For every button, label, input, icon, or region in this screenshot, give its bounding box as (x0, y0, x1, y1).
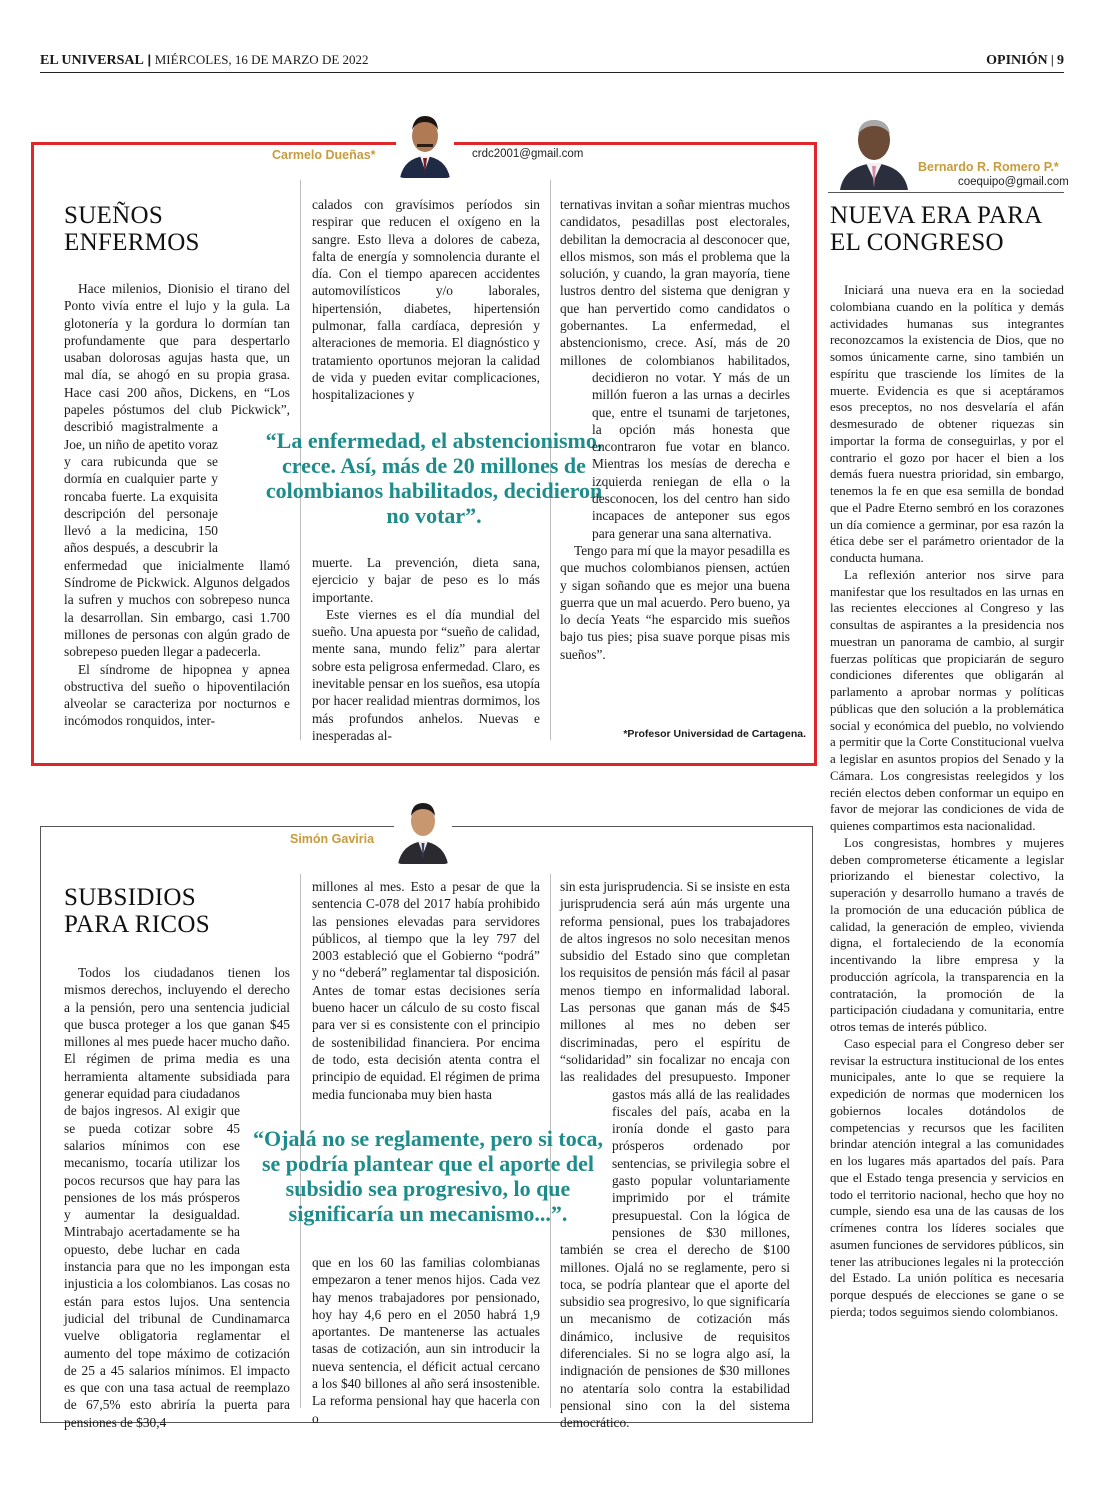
paragraph: millones al mes. Esto a pesar de que la sentencia C-078 del 2017 había prohibido las pensiones elevadas para servidores públicos, al tiempo que la ley 797 del 2003 estableció que el Gobierno “podrá” y no “deberá” reglamentar tal disposición. Antes de tomar estas decisiones sería bueno hacer un cálculo de su costo fiscal para ver si es consistente con el principio de sostenibilidad financiera. Por encima de todo, esta decisión atenta contra el principio de equidad. El régimen de prima media funcionaba muy bien hasta (312, 879, 540, 1102)
quote-wrap (560, 1088, 612, 1238)
author-photo-image (834, 108, 914, 190)
author-byline: Bernardo R. Romero P.* (918, 160, 1059, 174)
title-line: ENFERMOS (64, 229, 200, 256)
article-column (312, 878, 540, 1108)
header-separator: | (147, 52, 155, 67)
header-separator-right: | (1050, 52, 1057, 67)
page-number: 9 (1057, 53, 1064, 68)
paragraph: Iniciará una nueva era en la sociedad colombiana cuando en la política y demás actividades humanas sus integrantes reconozcamos la existencia de Dios, que no somos únicamente carne, sino también un espíritu que trasciende los límites de la muerte. Evidencia es que si aceptáramos esos preceptos, no nos desvelaría el afán desmesurado de obtener riquezas sin importar la forma de conseguirlas, y por el contrario el gozo por hacer el bien a los demás fuera nuestra prioridad, sin embargo, tenemos la fe en que esa semilla de bondad que el Padre Eterno sembró en los corazones un día comience a germinar, por esa razón la ética debe ser el parámetro orientador de la conducta humana. (830, 283, 1064, 565)
paragraph: Los congresistas, hombres y mujeres deben comprometerse éticamente a legislar priorizando el bienestar colectivo, la superación y desarrollo humano a través de la promoción de una educación pública de calidad, la generación de empleo, vivienda digna, el fortaleciendo de la economía incentivando la libre empresa y la producción agrícola, la transparencia en la contratación, la promoción de la participación ciudadana y comunitaria, entre otros temas de interés público. (830, 835, 1064, 1034)
paragraph: ternativas invitan a soñar mientras muchos candidatos, pesadillas post electorales, debilitan la democracia al desconocer que, ellos mismos, son más el problema que la solución, y cuando, la gran mayoría, tiene lustros dentro del sistema que denigran y que han pervertido como candidatos o gobernantes. La enfermedad, el abstencionismo, crece. Así, más de 20 millones de colombianos habilitados, decidieron no votar. Y más de un millón fueron a las urnas a decirles que, entre el tsunami de tarjetones, la opción más honesta que encontraron fue votar en blanco. Mientras los mesías de derecha e izquierda reniegan de ella o la desconocen, los del centro han sido incapaces de anteponer sus egos para generar una sana alternativa. (560, 197, 790, 541)
author-photo (394, 794, 452, 864)
paragraph: Hace milenios, Dionisio el tirano del Ponto vivía entre el lujo y la gula. La glotonería y la gordura lo dormían tan profundamente que para despertarlo usaban dolorosas agujas hasta que, un mal día, se ahogó en su propia grasa. Hace casi 200 años, Dickens, en “Los papeles póstumos del club Pickwick”, describió magistralmente a Joe, un niño de apetito voraz y cara rubicunda que se dormía en cualquier parte y roncaba fuerte. La exquisita descripción del personaje llevó a la medicina, 150 años después, a descubrir la enfermedad que inicialmente llamó Síndrome de Pickwick. Algunos delgados la sufren y muchos con sobrepeso nunca la desarrollan. Sin embargo, casi 1.700 millones de personas con algún grado de sobrepeso pueden llegar a padecerla. (64, 281, 290, 660)
article-column (830, 282, 1064, 1412)
paragraph: sin esta jurisprudencia. Si se insiste en esta jurisprudencia será aún más urgente una reforma pensional, pues los trabajadores de altos ingresos no solo necesitan menos subsidio del Estado sino que completan los requisitos de pensión más fácil al pasar menos tiempo en informalidad laboral. Las personas que ganan más de $45 millones al mes no deben ser discriminadas, pero el espíritu de “solidaridad” sin focalizar no encaja con las realidades del presupuesto. Imponer gastos más allá de las realidades fiscales del país, acaba en la ironía donde el gasto para prósperos ordenado por sentencias, se privilegia sobre el gasto popular voluntariamente imprimido por el trámite presupuestal. Con la lógica de pensiones de $30 millones, también se crea el derecho de $100 millones. Ojalá no se reglamente, pero si toca, se podría plantear que el aporte del subsidio sea progresivo, lo que significaría un mecanismo de cotización más dinámico, inclusive de requisitos diferenciales. Si no se logra algo así, la indignación de pensiones de $30 millones no atentaría solo contra la estabilidad pensional sino con la del sistema democrático. (560, 879, 790, 1431)
author-email: coequipo@gmail.com (958, 176, 1069, 188)
quote-wrap (560, 386, 592, 536)
article-title (830, 202, 1043, 256)
author-email: crdc2001@gmail.com (472, 148, 584, 160)
issue-date: MIÉRCOLES, 16 DE MARZO DE 2022 (154, 52, 369, 67)
paragraph: que en los 60 las familias colombianas empezaron a tener menos hijos. Cada vez hay menos trabajadores por pensionado, hoy hay 4,6 pero en el 2050 habrá 1,9 aportantes. De mantenerse las actuales tasas de cotización, aun sin introducir la nueva sentencia, el déficit actual cercano a los $40 billones al año será insostenible. La reforma pensional hay que hacerla con o (312, 1255, 540, 1426)
article-column (560, 196, 790, 716)
page-header-left (40, 52, 369, 74)
author-byline: Simón Gaviria (290, 832, 375, 846)
author-byline: Carmelo Dueñas* (272, 148, 376, 162)
pull-quote: “La enfermedad, el abstencionismo, crece. Así, más de 20 millones de colombianos habilitados, decidieron no votar”. (265, 428, 603, 528)
page-header-right (986, 52, 1064, 74)
paragraph: Caso especial para el Congreso deber ser revisar la estructura institucional de los entes municipales, ante lo que se requiere la expedición de normas que modernicen los gobiernos locales dotándolos de competencias y recursos que les faciliten brindar atención integral a las comunidades en los lugares más apartados del país. Para que el Estado tenga presencia y servicios en todo el territorio nacional, hecho que hoy no cumple, siendo esa una de las causas de los crímenes contra los líderes sociales que asumen funciones de servidores públicos, sin tener las atribuciones legales ni la protección del Estado. La unión política es necesaria porque después de elecciones se gane o se pierda; todos seguimos siendo colombianos. (830, 1036, 1064, 1319)
title-line: NUEVA ERA PARA (830, 202, 1043, 229)
title-line: SUEÑOS (64, 202, 164, 229)
author-photo-image (396, 108, 454, 178)
article-column (312, 1254, 540, 1426)
author-photo-image (394, 794, 452, 864)
paragraph: calados con gravísimos períodos sin respirar que reducen el oxígeno en la sangre. Esto lleva a dolores de cabeza, falta de energía y somnolencia durante el día. Con el tiempo aparecen accidentes automovilísticos y/o laborales, hipertensión, diabetes, hipertensión pulmonar, falla cardíaca, depresión y alteraciones de memoria. El diagnóstico y tratamiento oportunos mejoran la calidad de vida y pueden evitar complicaciones, hospitalizaciones y (312, 197, 540, 403)
author-photo (396, 108, 454, 178)
article-column (312, 196, 540, 406)
pull-quote: “Ojalá no se reglamente, pero si toca, se podría plantear que el aporte del subsidio sea progresivo, lo que significaría un mecanismo...”. (253, 1126, 603, 1226)
newspaper-name: EL UNIVERSAL (40, 53, 144, 68)
paragraph: Este viernes es el día mundial del sueño. Una apuesta por “sueño de calidad, mente sana, mundo feliz” para alertar sobre esta peligrosa enfermedad. Claro, es inevitable pensar en los sueños, esa utopía por hacer realidad mientras dormimos, los más profundos anhelos. Nuevas e inesperadas al- (312, 606, 540, 743)
article-title (64, 202, 200, 256)
author-rule (828, 192, 1064, 193)
article-column (312, 554, 540, 744)
title-line: EL CONGRESO (830, 229, 1004, 256)
paragraph: Tengo para mí que la mayor pesadilla es que muchos colombianos piensen, actúen y sigan soñando que es mejor una buena guerra que un mal acuerdo. Pero bueno, ya lo decía Yeats “he esparcido mis sueños bajo tus pies; pisa suave porque pisas mis sueños”. (560, 542, 790, 662)
section-name: OPINIÓN (986, 53, 1048, 68)
article-column (560, 878, 790, 1431)
author-photo (834, 108, 914, 190)
article-title (64, 884, 210, 938)
paragraph: La reflexión anterior nos sirve para manifestar que los resultados en las urnas en las recientes elecciones al Congreso y las consultas de aspirantes a la presidencia nos muestran un panorama de cambio, al surgir fuerzas políticas que propiciarán de seguro condiciones diferentes que obligarán al parlamento a aprobar normas y políticas públicas que den solución a la problemática social y económica del pueblo, no volviendo a permitir que la Corte Constitucional vuelva a legislar en asuntos propios del Senado y la Cámara. Los congresistas reelegidos y los recién electos deben conformar un equipo en favor de mejorar las condiciones de vida de quienes compartimos esta nacionalidad. (830, 567, 1064, 833)
title-line: SUBSIDIOS (64, 884, 196, 911)
author-footnote: *Profesor Universidad de Cartagena. (623, 728, 806, 740)
header-rule (40, 72, 1064, 73)
title-line: PARA RICOS (64, 911, 210, 938)
paragraph: El síndrome de hipopnea y apnea obstructiva del sueño o hipoventilación alveolar se caracteriza por nocturnos e incómodos ronquidos, inter- (64, 661, 290, 729)
paragraph: muerte. La prevención, dieta sana, ejercicio y bajar de peso es lo más importante. (312, 555, 540, 605)
paragraph: Todos los ciudadanos tienen los mismos derechos, incluyendo el derecho a la pensión, pero una sentencia judicial que busca proteger a los que ganan $45 millones al mes puede hacer mucho daño. El régimen de prima media es una herramienta altamente subsidiada para generar equidad para ciudadanos de bajos ingresos. Al exigir que se pueda cotizar sobre 45 salarios mínimos con ese mecanismo, tocaría utilizar los pocos recursos que hay para las pensiones de los más prósperos y aumentar la desigualdad. Mintrabajo acertadamente se ha opuesto, debe luchar en cada instancia para que no les impongan esta injusticia a los colombianos. Las cosas no están para estos lujos. Una sentencia judicial del tribunal de Cundinamarca vuelve obligatoria reglamentar el aumento del tope máximo de cotización de 25 a 45 salarios mínimos. El impacto es que con una tasa actual de reemplazo de 67,5% esto abriría la puerta para pensiones de $30,4 (64, 965, 290, 1430)
article-column (64, 280, 290, 740)
